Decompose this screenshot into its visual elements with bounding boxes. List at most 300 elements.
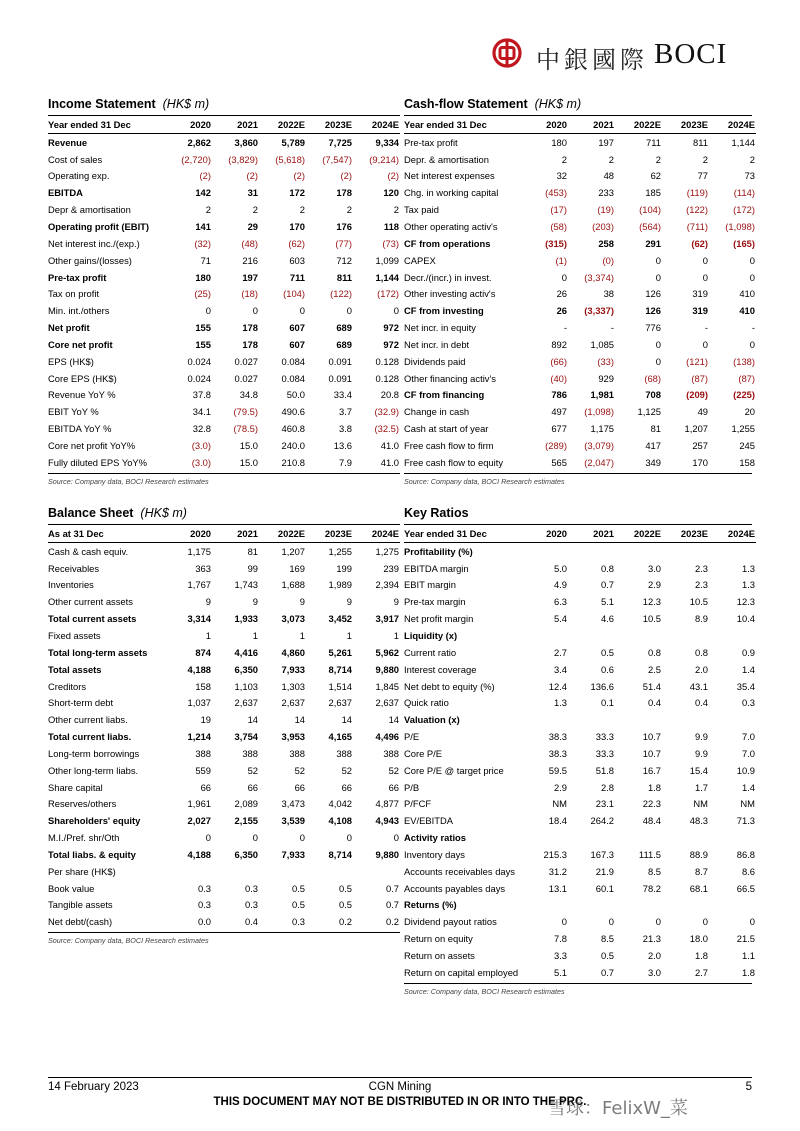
row-value: (453)	[545, 187, 567, 199]
row-value	[520, 829, 567, 846]
row-value: (32.9)	[374, 406, 399, 418]
row-value: (25)	[194, 288, 211, 300]
row-value: (2)	[199, 170, 211, 182]
table-row	[48, 269, 400, 286]
row-value: 2.9	[553, 781, 567, 793]
row-value: 1,144	[375, 271, 399, 283]
table-row	[404, 252, 756, 269]
row-value: NM	[693, 798, 708, 810]
table-row	[404, 184, 756, 201]
row-value: 111.5	[638, 848, 661, 860]
row-value: 170	[289, 220, 305, 232]
row-value: 1	[393, 629, 399, 641]
row-value: 0	[252, 832, 258, 844]
row-label: EV/EBITDA	[404, 815, 453, 827]
row-value: 264.2	[590, 815, 614, 827]
row-label: Min. int./others	[48, 305, 110, 317]
row-value: 197	[598, 136, 614, 148]
row-value: 349	[645, 456, 661, 468]
row-value: (32.5)	[374, 423, 399, 435]
column-header-label: Year ended 31 Dec	[404, 116, 520, 133]
row-value: 0	[655, 355, 661, 367]
table-row	[404, 454, 756, 471]
row-value: 1	[205, 629, 211, 641]
row-label: Dividend payout ratios	[404, 916, 497, 928]
row-label: Total current liabs.	[48, 731, 132, 743]
row-value: 41.0	[380, 439, 399, 451]
row-value: 410	[739, 288, 755, 300]
row-label: Accounts payables days	[404, 882, 506, 894]
row-label: CF from investing	[404, 305, 484, 317]
row-value: (40)	[550, 372, 567, 384]
row-value: 3,473	[281, 798, 305, 810]
row-value	[211, 863, 258, 880]
row-value: 8.9	[694, 613, 708, 625]
row-value: 1.1	[741, 950, 755, 962]
row-value: 180	[195, 271, 211, 283]
row-label: Long-term borrowings	[48, 747, 140, 759]
row-value: 50.0	[286, 389, 305, 401]
row-value: 15.4	[689, 764, 708, 776]
row-value: 1.7	[694, 781, 708, 793]
column-header-year: 2021	[567, 116, 614, 133]
row-value: 88.9	[689, 848, 708, 860]
row-label: Total long-term assets	[48, 646, 148, 658]
row-value: (1)	[555, 254, 567, 266]
row-value: 0.8	[600, 562, 614, 574]
row-value: 1.4	[741, 781, 755, 793]
row-value: -	[563, 322, 567, 334]
row-label: Decr./(incr.) in invest.	[404, 271, 492, 283]
row-value	[520, 897, 567, 914]
row-value: 34.8	[239, 389, 258, 401]
row-value: 2.0	[694, 663, 708, 675]
row-value: (62)	[288, 237, 305, 249]
row-label: Core net profit	[48, 338, 113, 350]
row-value	[305, 863, 352, 880]
row-value: (3,374)	[584, 271, 614, 283]
row-label: Total current assets	[48, 613, 137, 625]
row-value: 1,961	[187, 798, 211, 810]
row-value: 6,350	[234, 848, 258, 860]
row-label: Chg. in working capital	[404, 187, 499, 199]
row-value: 972	[383, 338, 399, 350]
key-ratios-panel	[404, 506, 755, 996]
row-label: Operating exp.	[48, 170, 110, 182]
row-value: 3,073	[281, 613, 305, 625]
row-value: 711	[646, 136, 661, 148]
row-value: 2	[205, 204, 211, 216]
row-label: Depr. & amortisation	[404, 153, 489, 165]
column-header-year: 2023E	[305, 525, 352, 542]
row-value: 239	[383, 562, 399, 574]
row-label: CF from operations	[404, 237, 491, 249]
row-value	[567, 711, 614, 728]
row-value: 19	[200, 714, 211, 726]
row-value: 388	[195, 747, 211, 759]
row-value: 2,637	[234, 697, 258, 709]
income-source-note: Source: Company data, BOCI Research estimates	[48, 473, 400, 486]
row-label: Tangible assets	[48, 899, 113, 911]
row-value	[708, 897, 756, 914]
row-value: (122)	[330, 288, 352, 300]
row-value: 0.3	[244, 899, 258, 911]
table-row	[404, 627, 756, 644]
row-label: EPS (HK$)	[48, 355, 94, 367]
row-value: 9	[252, 596, 258, 608]
row-value: 677	[551, 423, 567, 435]
column-header-year: 2023E	[661, 116, 708, 133]
row-value: 118	[383, 220, 399, 232]
row-value: 35.4	[736, 680, 755, 692]
row-value: 10.9	[736, 764, 755, 776]
row-value: 120	[383, 187, 399, 199]
row-value: 0.3	[197, 899, 211, 911]
row-value: 12.4	[548, 680, 567, 692]
row-value: 0.3	[741, 697, 755, 709]
table-row	[404, 880, 756, 897]
table-row	[404, 218, 756, 235]
row-value: 66	[247, 781, 258, 793]
row-label: CF from financing	[404, 389, 485, 401]
row-value: (2,047)	[584, 456, 614, 468]
row-value: 1.8	[741, 966, 755, 978]
row-value: 8,714	[328, 663, 352, 675]
row-value: 0	[655, 271, 661, 283]
row-value: 8.5	[600, 933, 614, 945]
row-value: (711)	[686, 220, 708, 232]
table-row	[48, 151, 400, 168]
boci-logo	[492, 36, 762, 76]
row-value: (79.5)	[233, 406, 258, 418]
row-value: 0.2	[385, 916, 399, 928]
row-value: (122)	[686, 204, 708, 216]
column-header-year: 2020	[520, 525, 567, 542]
row-value: 2	[252, 204, 258, 216]
row-value: 0	[346, 832, 352, 844]
row-value: 1,099	[375, 254, 399, 266]
row-value: 3,314	[187, 613, 211, 625]
row-value: 8,714	[328, 848, 352, 860]
row-value: 1,303	[281, 680, 305, 692]
cash-flow-source-note: Source: Company data, BOCI Research estimates	[404, 473, 752, 486]
table-row	[48, 252, 400, 269]
row-value: 711	[289, 271, 305, 283]
row-value: (564)	[639, 220, 661, 232]
row-value: 9,880	[375, 848, 399, 860]
row-value: (77)	[335, 237, 352, 249]
row-value: (58)	[550, 220, 567, 232]
row-value: 2.7	[553, 646, 567, 658]
row-value: 1,688	[281, 579, 305, 591]
row-value: 215.3	[543, 848, 567, 860]
row-value	[164, 863, 211, 880]
row-label: Total assets	[48, 663, 102, 675]
row-value: 0	[205, 832, 211, 844]
table-row	[48, 745, 400, 762]
row-value: 2.3	[694, 579, 708, 591]
table-row	[48, 610, 400, 627]
row-value: 0.7	[600, 966, 614, 978]
row-value: 559	[195, 764, 211, 776]
row-label: Pre-tax margin	[404, 596, 466, 608]
row-label: Total liabs. & equity	[48, 848, 136, 860]
row-value: 388	[383, 747, 399, 759]
row-value: 10.7	[642, 731, 661, 743]
row-value: 9	[346, 596, 352, 608]
column-header-year: 2022E	[614, 116, 661, 133]
table-row	[48, 593, 400, 610]
row-value: 2.7	[694, 966, 708, 978]
row-value: 0.7	[385, 899, 399, 911]
row-value: 3,860	[234, 136, 258, 148]
row-value: 9.9	[694, 731, 708, 743]
row-label: Current ratio	[404, 646, 457, 658]
table-row	[48, 728, 400, 745]
table-row	[404, 762, 756, 779]
row-value: 16.7	[642, 764, 661, 776]
row-value: 9.9	[694, 747, 708, 759]
row-value: 12.3	[642, 596, 661, 608]
row-label: EBIT YoY %	[48, 406, 99, 418]
table-row	[404, 897, 756, 914]
row-value: 38.3	[548, 731, 567, 743]
column-header-year: 2021	[211, 525, 258, 542]
row-value: 3,539	[281, 815, 305, 827]
row-value: 0	[393, 305, 399, 317]
row-value: 0	[346, 305, 352, 317]
row-value: 1	[346, 629, 352, 641]
row-value: 170	[692, 456, 708, 468]
column-header-year: 2021	[211, 116, 258, 133]
row-value: 15.0	[239, 456, 258, 468]
row-label: Creditors	[48, 680, 87, 692]
row-value: 1.4	[741, 663, 755, 675]
row-label: Short-term debt	[48, 697, 114, 709]
table-row	[48, 353, 400, 370]
table-row	[404, 387, 756, 404]
row-label: Revenue	[48, 136, 88, 148]
row-value: 66	[200, 781, 211, 793]
row-label: Pre-tax profit	[404, 136, 458, 148]
column-header-label: As at 31 Dec	[48, 525, 164, 542]
row-value: 4,108	[328, 815, 352, 827]
column-header-year: 2024E	[708, 116, 756, 133]
row-value: 1.3	[741, 579, 755, 591]
row-value: 0	[702, 338, 708, 350]
row-value: (33)	[597, 355, 614, 367]
row-value: 7.8	[553, 933, 567, 945]
row-value: 6.3	[553, 596, 567, 608]
row-value	[614, 542, 661, 559]
row-value: 460.8	[281, 423, 305, 435]
row-value: 8.6	[741, 865, 755, 877]
row-value: 31.2	[548, 865, 567, 877]
table-row	[48, 627, 400, 644]
row-value: 32	[556, 170, 567, 182]
row-value: 388	[336, 747, 352, 759]
row-value: 21.9	[595, 865, 614, 877]
row-value: 66	[388, 781, 399, 793]
row-value: 9,334	[375, 136, 399, 148]
row-value: 1,207	[281, 545, 305, 557]
row-label: EBITDA	[48, 187, 83, 199]
row-value: 26	[556, 288, 567, 300]
row-value: 291	[645, 237, 661, 249]
row-value: 2,155	[234, 815, 258, 827]
row-label: Tax on profit	[48, 288, 100, 300]
row-value: (62)	[691, 237, 708, 249]
row-value: NM	[740, 798, 755, 810]
row-value: 178	[336, 187, 352, 199]
row-value: (87)	[738, 372, 755, 384]
table-row	[48, 711, 400, 728]
row-value: 5,962	[375, 646, 399, 658]
row-value: (1,098)	[725, 220, 755, 232]
row-value: 0.5	[291, 882, 305, 894]
row-value: 2.3	[694, 562, 708, 574]
row-value: 73	[744, 170, 755, 182]
table-row	[404, 644, 756, 661]
row-value: 4,188	[187, 848, 211, 860]
balance-sheet-panel	[48, 506, 400, 945]
table-row	[404, 863, 756, 880]
row-label: Fixed assets	[48, 629, 101, 641]
row-label: Reserves/others	[48, 798, 117, 810]
row-label: Return on equity	[404, 933, 473, 945]
table-row	[404, 610, 756, 627]
row-value: 38	[603, 288, 614, 300]
row-label: Net incr. in debt	[404, 338, 470, 350]
row-value: 708	[645, 389, 661, 401]
table-row	[404, 812, 756, 829]
row-value: 1	[252, 629, 258, 641]
row-value: 417	[645, 439, 661, 451]
row-value: 2.8	[600, 781, 614, 793]
row-value: 33.3	[595, 731, 614, 743]
row-value: 2	[299, 204, 305, 216]
row-value: 1,144	[731, 136, 755, 148]
row-value: 33.4	[333, 389, 352, 401]
row-label: Core EPS (HK$)	[48, 372, 117, 384]
row-value: 21.3	[642, 933, 661, 945]
key-ratios-title: Key Ratios	[404, 506, 752, 525]
row-value: 15.0	[239, 439, 258, 451]
row-value: 29	[247, 220, 258, 232]
row-value: 7.0	[741, 731, 755, 743]
row-value: (104)	[639, 204, 661, 216]
row-value: 1,845	[375, 680, 399, 692]
row-value: 1.8	[647, 781, 661, 793]
row-value: 0.091	[328, 372, 352, 384]
table-row	[404, 560, 756, 577]
row-value: 48	[603, 170, 614, 182]
row-value	[661, 542, 708, 559]
row-value: 2.5	[647, 663, 661, 675]
row-value	[258, 863, 305, 880]
table-row	[404, 947, 756, 964]
row-label: Dividends paid	[404, 355, 466, 367]
row-value: (172)	[733, 204, 755, 216]
row-value: 0	[749, 254, 755, 266]
row-value: 0	[299, 305, 305, 317]
row-value: 0.084	[281, 355, 305, 367]
row-value: 3.4	[553, 663, 567, 675]
row-value: 0.8	[647, 646, 661, 658]
table-header-row	[48, 116, 400, 133]
row-value: 99	[247, 562, 258, 574]
row-value	[661, 627, 708, 644]
row-value: 2	[346, 204, 352, 216]
row-value: 0	[702, 254, 708, 266]
row-value: (165)	[733, 237, 755, 249]
row-value: 0	[655, 916, 661, 928]
row-value	[661, 711, 708, 728]
column-header-year: 2023E	[661, 525, 708, 542]
row-label: Free cash flow to firm	[404, 439, 494, 451]
row-value: 78.2	[642, 882, 661, 894]
row-value: (73)	[382, 237, 399, 249]
row-value: 1,214	[187, 731, 211, 743]
row-value: 1,207	[684, 423, 708, 435]
row-value: 4,188	[187, 663, 211, 675]
row-value: 4,860	[281, 646, 305, 658]
row-value: (3.0)	[191, 439, 211, 451]
row-label: Inventories	[48, 579, 94, 591]
row-label: Returns (%)	[404, 899, 457, 911]
row-value: 2.0	[647, 950, 661, 962]
table-header-row	[404, 525, 756, 542]
row-value: (1,098)	[584, 406, 614, 418]
table-row	[404, 420, 756, 437]
row-value: (2)	[246, 170, 258, 182]
row-value: 689	[336, 322, 352, 334]
table-row	[404, 353, 756, 370]
row-value: 31	[247, 187, 258, 199]
row-value: (114)	[733, 187, 755, 199]
row-value: 0.5	[338, 899, 352, 911]
row-value	[352, 863, 400, 880]
table-row	[48, 184, 400, 201]
row-value: 0.4	[647, 697, 661, 709]
row-value: 18.0	[689, 933, 708, 945]
row-value: 319	[692, 305, 708, 317]
row-value: 5.1	[600, 596, 614, 608]
table-row	[48, 302, 400, 319]
row-value	[614, 627, 661, 644]
row-value: 180	[551, 136, 567, 148]
row-value: (203)	[592, 220, 614, 232]
row-value: 4,496	[375, 731, 399, 743]
table-row	[404, 370, 756, 387]
row-value: 1,933	[234, 613, 258, 625]
brand-chinese: 中銀國際	[536, 46, 648, 74]
row-value: -	[610, 322, 614, 334]
row-label: Pre-tax profit	[48, 271, 107, 283]
row-value: 1,743	[234, 579, 258, 591]
table-row	[48, 678, 400, 695]
row-value: 176	[336, 220, 352, 232]
row-value: 3.3	[553, 950, 567, 962]
row-value: 43.1	[689, 680, 708, 692]
row-value: 158	[739, 456, 755, 468]
row-value: 9	[393, 596, 399, 608]
row-value: 197	[242, 271, 258, 283]
row-value	[614, 711, 661, 728]
row-value: (18)	[241, 288, 258, 300]
column-header-year: 2021	[567, 525, 614, 542]
income-statement-table	[48, 116, 400, 471]
